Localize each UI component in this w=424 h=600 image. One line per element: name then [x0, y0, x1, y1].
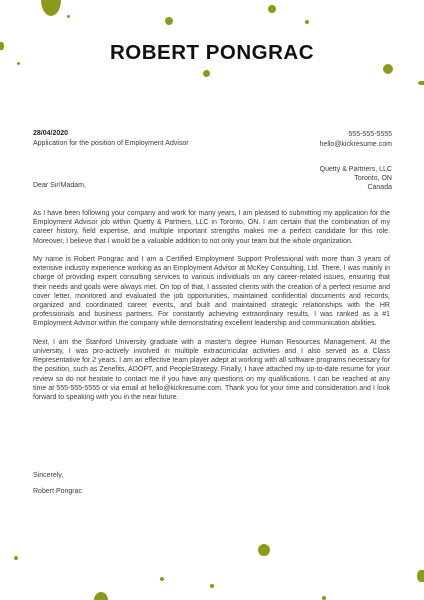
decor-dot: [417, 570, 424, 582]
letter-date: 28/04/2020: [33, 130, 69, 137]
recipient-address: [320, 165, 392, 192]
signature-name: Robert Pongrac: [33, 488, 83, 495]
applicant-name: ROBERT PONGRAC: [109, 41, 315, 64]
recipient-country: Canada: [367, 184, 392, 191]
recipient-company: Quetty & Partners, LLC: [319, 166, 392, 173]
decor-dot: [418, 81, 424, 85]
decor-dot: [305, 20, 309, 24]
sender-email: hello@kickresume.com: [319, 141, 392, 148]
decor-dot: [160, 577, 164, 581]
sender-phone: 555-555-5555: [348, 131, 392, 138]
position-line: Application for the position of Employment Advisor: [33, 140, 189, 147]
body-paragraph: As I have been following your company and work for many years, I am pleased to submitting my application for the Employment Advisor job within Quetty & Partners, LLC in Toronto, ON. I am certain that the combination of my career history, field expertise, and multiple important strengths makes me a perfect candidate for this role. Moreover, I believe that I would be a valuable addition to not only your team but the whole organization.: [33, 210, 390, 245]
decor-dot: [94, 592, 108, 600]
decor-dot: [383, 64, 393, 74]
decor-dot: [41, 0, 61, 16]
closing: Sincerely,: [33, 472, 64, 479]
body-paragraph: My name is Robert Pongrac and I am a Certified Employment Support Professional with more than 3 years of extensive industry experience working as an Employment Advisor at McKey Consulting, Ltd. There, I was mainly in charge of providing expert consulting services to various individuals on any career-related issues, ensuring that their needs and goals were always met. On top of that, I assisted clients with the creation of a perfect resume and cover letter, monitored and evaluated the job opportunities, maintained confidential documents and records, organized and coordinated career events, and built and maintained strategic relationships with the HR professionals and business partners. For constantly achieving extraordinary results, I was ranked as a #1 Employment Advisor within the company while demonstrating excellent leadership and communication abilities.: [33, 256, 390, 328]
decor-dot: [165, 17, 173, 25]
salutation: Dear Sir/Madam,: [33, 182, 86, 189]
decor-dot: [210, 584, 214, 588]
decor-dot: [14, 556, 18, 560]
body-paragraph: Next, I am the Stanford University graduate with a master's degree Human Resources Management. At the university, I was pro-actively involved in multiple extracurricular activities and I also served as a Class Representative for 2 years. I am an effective team player adept at working with all software programs necessary for the position, such as Zenefits, ADOPT, and PeopleStrategy. Finally, I have attached my up-to-date resume for your review so do not hesitate to contact me if you have any questions on my qualifications. I can be reached at any time at 555-555-5555 or via email at hello@kickresume.com. Thank you for your time and consideration and I look forward to speaking with you in the near future.: [33, 338, 390, 402]
letter-body: [33, 209, 390, 411]
decor-dot: [268, 5, 276, 13]
sender-contact: [320, 130, 392, 150]
recipient-city: Toronto, ON: [354, 175, 392, 182]
decor-dot: [203, 70, 210, 77]
decor-dot: [258, 544, 270, 556]
decor-dot: [322, 596, 326, 600]
decor-dot: [67, 15, 70, 18]
